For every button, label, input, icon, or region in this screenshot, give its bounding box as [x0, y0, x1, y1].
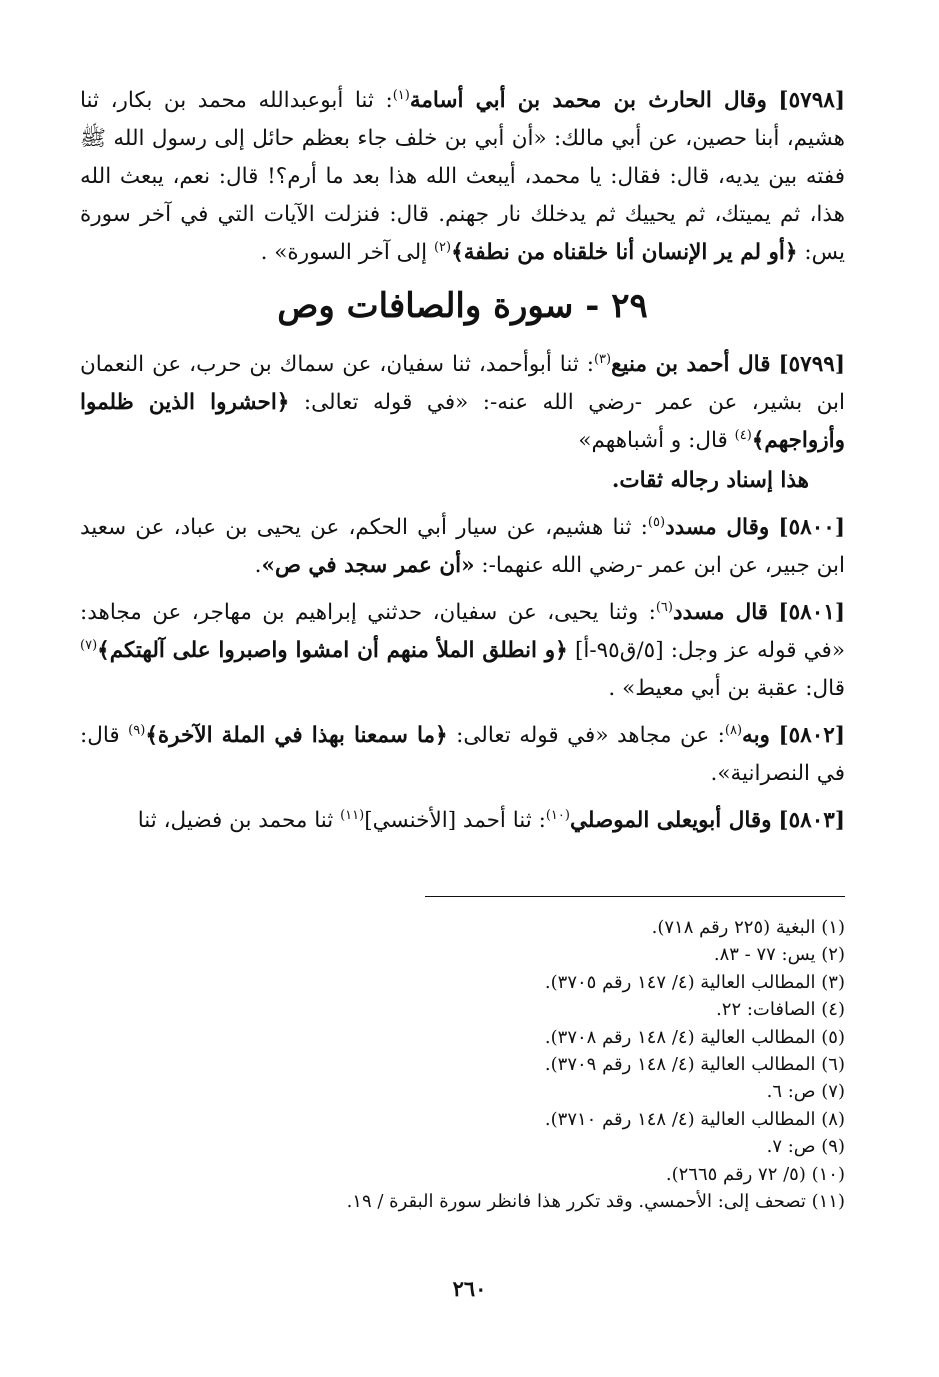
main-text	[80, 82, 845, 849]
footnote-ref: (٥)	[647, 514, 666, 530]
footnote: (١١) تصحف إلى: الأحمسي. وقد تكرر هذا فانظر سورة البقرة / ١٩.	[346, 1191, 845, 1213]
entry-tail: قال: و أشباههم»	[578, 428, 735, 453]
footnote-ref: (٦)	[655, 599, 673, 615]
quran-quote: ﴿احشروا الذين ظلموا وأزواجهم﴾	[80, 390, 845, 453]
hadith-entry-5800	[80, 509, 845, 585]
quran-quote: ﴿و انطلق الملأ منهم أن امشوا واصبروا على آلهتكم﴾	[97, 638, 568, 663]
entry-number: [٥٧٩٨]	[778, 88, 845, 113]
hadith-entry-5802	[80, 717, 845, 793]
entry-number: [٥٨٠٢]	[778, 723, 846, 748]
footnote: (٨) المطالب العالية (٤/ ١٤٨ رقم ٣٧١٠).	[544, 1108, 845, 1130]
footnote: (٦) المطالب العالية (٤/ ١٤٨ رقم ٣٧٠٩).	[544, 1054, 845, 1076]
entry-text: : ثنا أبوعبدالله محمد بن بكار، ثنا هشيم، أبنا حصين، عن أبي مالك: «أن أبي بن خلف جاء بعظم حائل إلى رسول الله ﷺ ففته بين يديه، قال: فقال: يا محمد، أيبعث الله هذا بعد ما أرم؟! قال: نعم، يبعث الله هذا، ثم يميتك، ثم يحييك ثم يدخلك نار جهنم. قال: فنزلت الآيات التي في آخر سورة يس:	[80, 88, 845, 265]
entry-text: : ثنا أبوأحمد، ثنا سفيان، عن سماك بن حرب، عن النعمان ابن بشير، عن عمر -رضي الله عنه-: «في قوله تعالى:	[80, 352, 845, 415]
entry-number: [٥٨٠٣]	[778, 808, 845, 833]
entry-author: وقال أبويعلى الموصلي	[569, 808, 772, 833]
entry-number: [٥٨٠١]	[778, 600, 845, 625]
hadith-entry-5799	[80, 346, 845, 460]
footnote-ref: (١٠)	[545, 807, 570, 823]
entry-author: وقال الحارث بن محمد بن أبي أسامة	[409, 88, 767, 113]
entry-text: : وثنا يحيى، عن سفيان، حدثني إبراهيم بن مهاجر، عن مجاهد: «في قوله عز وجل: [٥/ق٩٥-أ]	[80, 600, 845, 663]
isnad-note: هذا إسناد رجاله ثقات.	[611, 468, 809, 493]
quran-quote: ﴿أو لم ير الإنسان أنا خلقناه من نطفة﴾	[451, 240, 798, 265]
footnote: (٣) المطالب العالية (٤/ ١٤٧ رقم ٣٧٠٥).	[544, 971, 845, 993]
footnote-ref: (٤)	[734, 427, 752, 443]
hadith-entry-5798	[80, 82, 845, 272]
entry-text: : عن مجاهد «في قوله تعالى:	[447, 723, 725, 748]
footnote: (١) البغية (٢٢٥ رقم ٧١٨).	[651, 917, 845, 938]
entry-tail: قال: عقبة بن أبي معيط» .	[608, 676, 845, 701]
hadith-entry-5801	[80, 594, 845, 708]
footnote: (٧) ص: ٦.	[766, 1081, 845, 1103]
footnote-ref: (٣)	[593, 351, 612, 367]
entry-text: : ثنا أحمد [الأخنسي]	[364, 808, 546, 833]
entry-author: وقال مسدد	[665, 515, 770, 540]
entry-author: وبه	[742, 723, 770, 748]
entry-number: [٥٧٩٩]	[778, 352, 846, 377]
footnote: (١٠) (٥/ ٧٢ رقم ٢٦٦٥).	[665, 1163, 845, 1185]
entry-text: : ثنا هشيم، عن سيار أبي الحكم، عن يحيى بن عباد، عن سعيد ابن جبير، عن ابن عمر -رضي الله عنهما-:	[80, 515, 845, 578]
footnote: (٢) يس: ٧٧ - ٨٣.	[713, 944, 845, 966]
entry-tail: إلى آخر السورة» .	[260, 240, 434, 265]
section-title: ٢٩ - سورة والصافات وص	[277, 286, 648, 326]
footnote-ref: (٧)	[80, 637, 98, 653]
entry-tail: قال: في النصرانية».	[80, 723, 845, 786]
entry-author: قال مسدد	[672, 600, 769, 625]
hadith-quote: «أن عمر سجد في ص»	[261, 553, 475, 578]
footnote: (٤) الصافات: ٢٢.	[716, 999, 845, 1021]
page-number: ٢٦٠	[452, 1276, 487, 1301]
footnote: (٥) المطالب العالية (٤/ ١٤٨ رقم ٣٧٠٨).	[544, 1026, 845, 1048]
entry-tail: ثنا محمد بن فضيل، ثنا	[137, 808, 341, 833]
footnote-ref: (٩)	[128, 722, 146, 738]
footnote-ref: (١)	[392, 87, 410, 103]
quran-quote: ﴿ما سمعنا بهذا في الملة الآخرة﴾	[145, 723, 448, 748]
footnote-divider	[425, 896, 845, 897]
entry-tail: .	[254, 553, 262, 578]
hadith-entry-5803	[80, 802, 845, 840]
footnote: (٩) ص: ٧.	[766, 1136, 845, 1158]
entry-number: [٥٨٠٠]	[778, 515, 845, 540]
footnotes-list	[80, 914, 845, 1215]
footnote-ref: (٨)	[724, 722, 743, 738]
footnote-ref: (٢)	[433, 239, 452, 255]
entry-author: قال أحمد بن منيع	[611, 352, 771, 377]
footnote-ref: (١١)	[340, 807, 365, 823]
